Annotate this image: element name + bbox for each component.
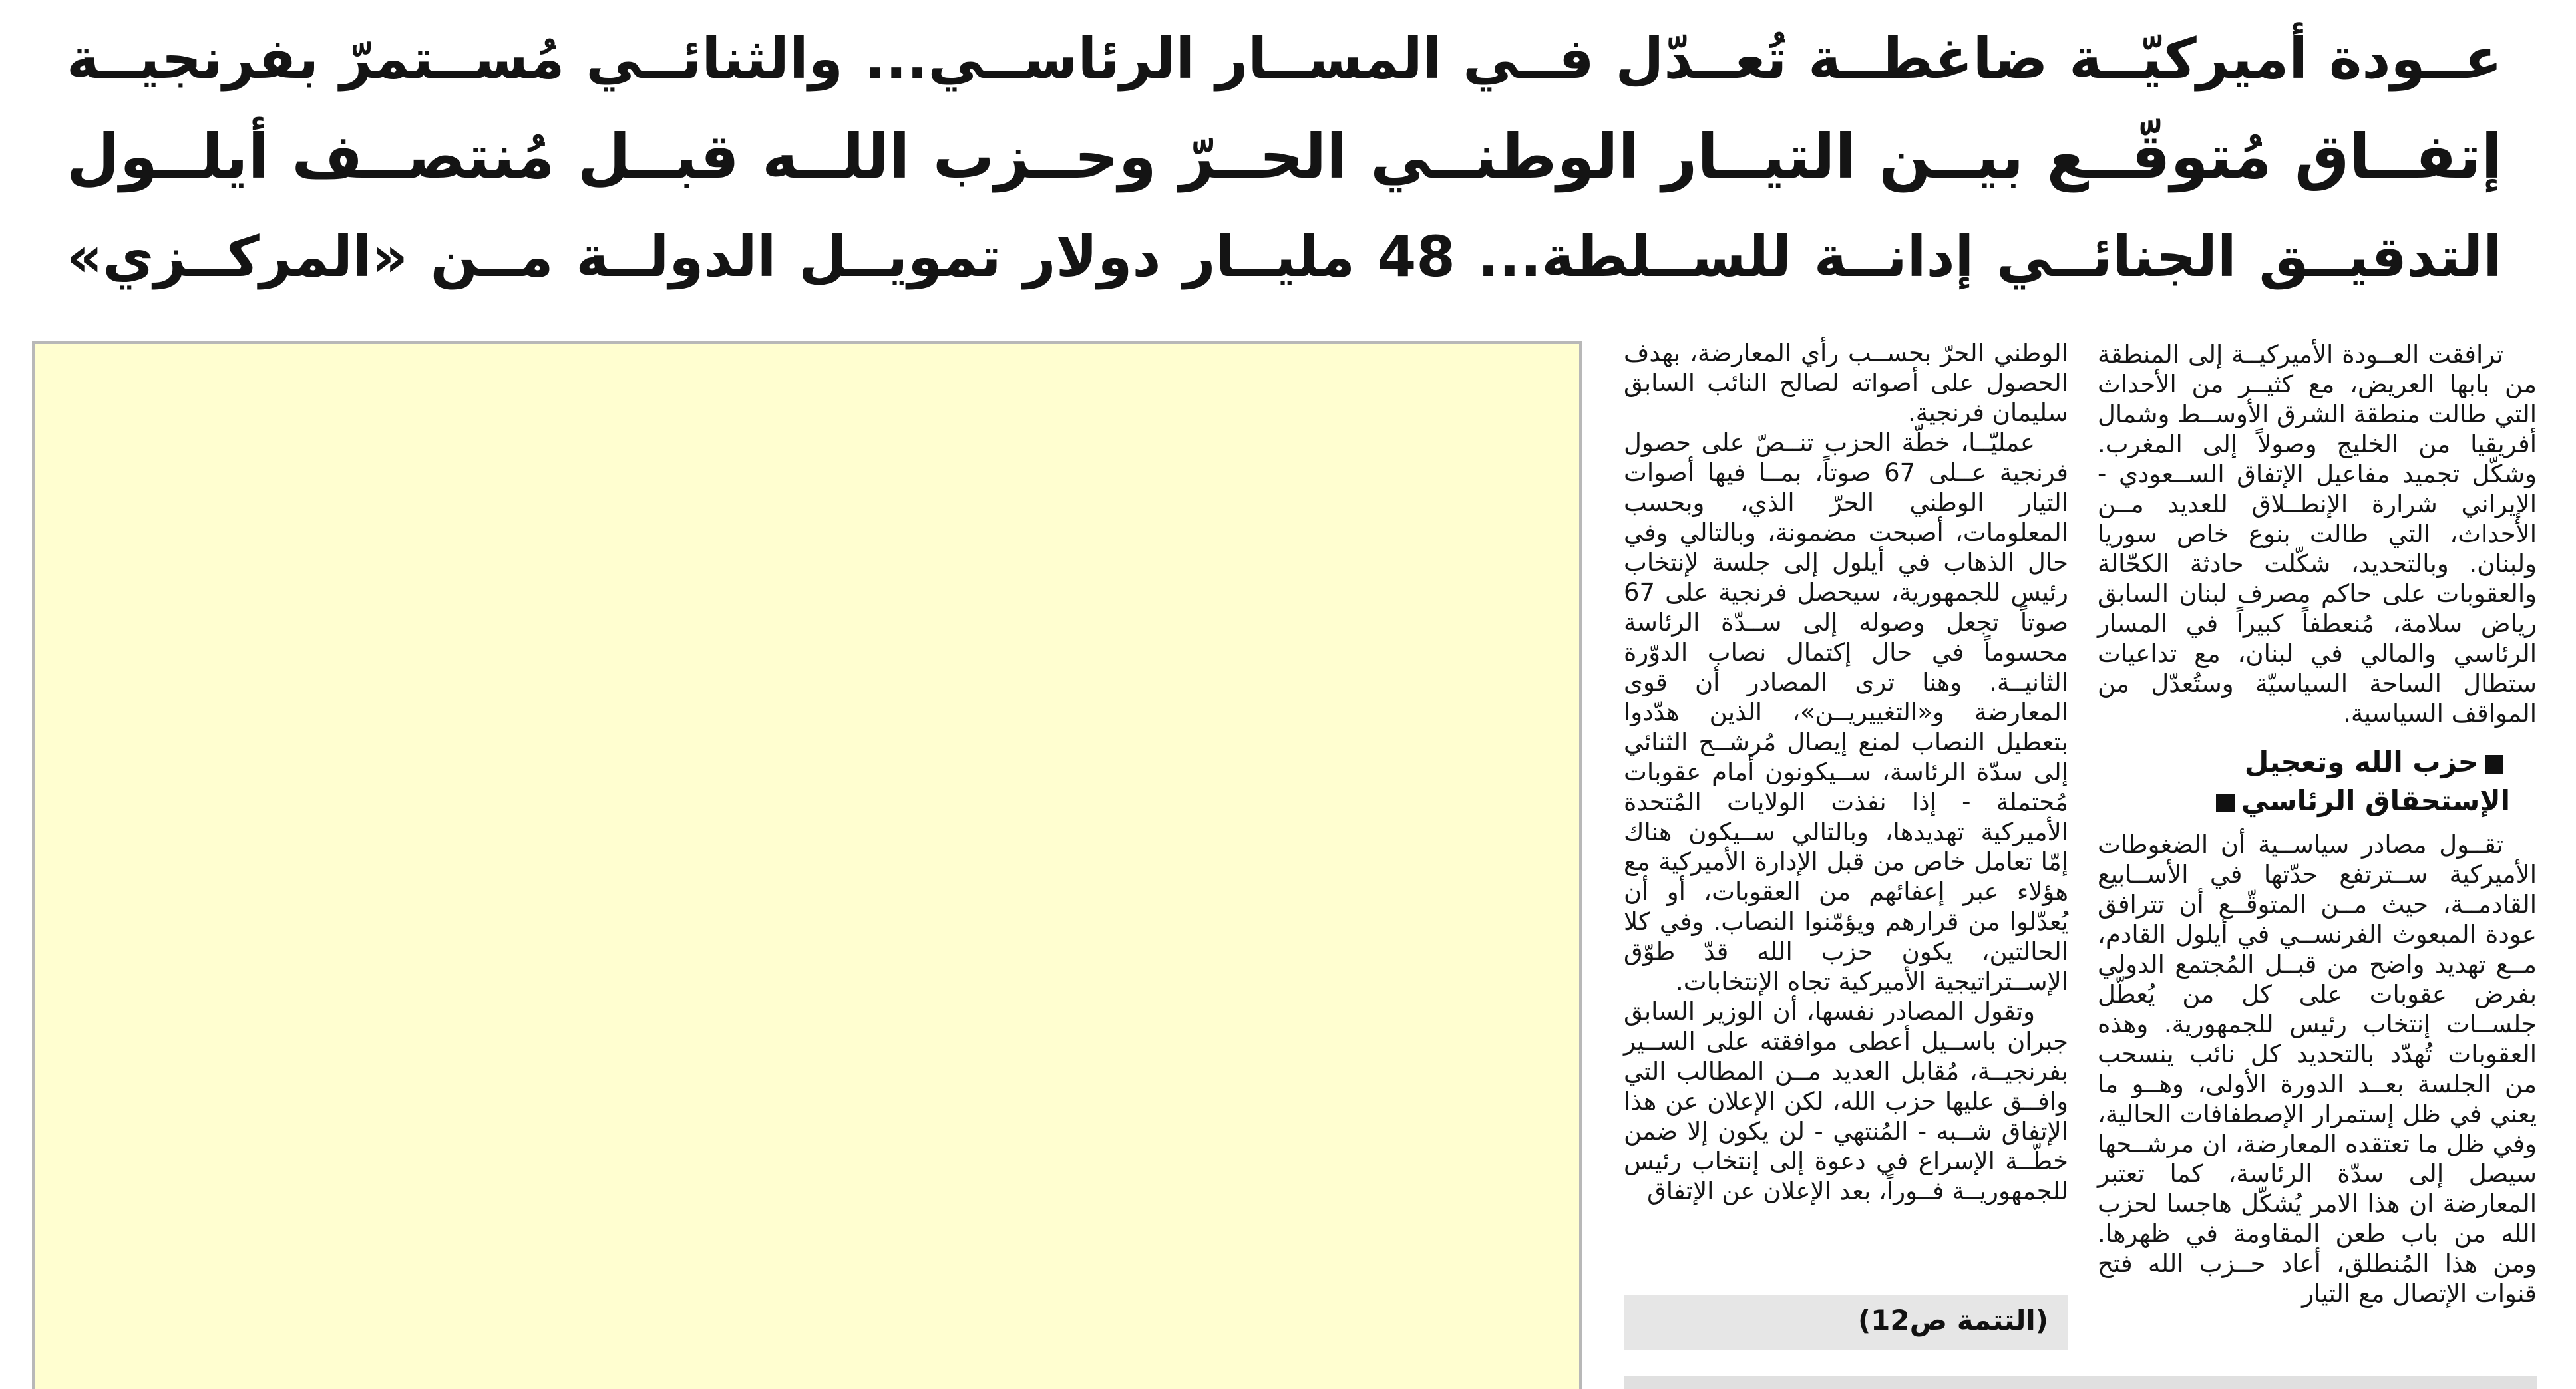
article-paragraph: الوطني الحرّ بحســب رأي المعارضة، بهدف الحصول على أصواته لصالح النائب السابق سليمان فرنجية. (1624, 339, 2068, 427)
subheading-line-1: حزب الله وتعجيل (2098, 743, 2510, 782)
article-column-middle (1624, 338, 2068, 1206)
next-article-strip (1624, 1376, 2537, 1389)
article-paragraph: عمليّــا، خطّة الحزب تنــصّ على حصول فرنجية عــلى 67 صوتاً، بمــا فيها أصوات التيار الوطني الحرّ الذي، وبحسب المعلومات، أصبحت مضمونة، وبالتالي وفي حال الذهاب في أيلول إلى جلسة لإنتخاب رئيس للجمهورية، سيحصل فرنجية على 67 صوتاً تجعل وصوله إلى ســدّة الرئاسة محسوماً في حال إكتمال نصاب الدوّرة الثانيــة. وهنا ترى المصادر أن قوى المعارضة و«التغييريــن»، الذين هدّدوا بتعطيل النصاب لمنع إيصال مُرشــح الثنائي إلى سدّة الرئاسة، ســيكونون أمام عقوبات مُحتملة - إذا نفذت الولايات المُتحدة الأميركية تهديدها، وبالتالي ســيكون هناك إمّا تعامل خاص من قبل الإدارة الأميركية مع هؤلاء عبر إعفائهم من العقوبات، أو أن يُعدّلوا من قرارهم ويؤمّنوا النصاب. وفي كلا الحالتين، يكون حزب الله قدّ طوّق الإســتراتيجية الأميركية تجاه الإنتخابات. (1624, 428, 2068, 996)
square-bullet-icon (2216, 794, 2235, 812)
headline-line-2: إتفــاق مُتوقّــع بيــن التيــار الوطنــي الحــرّ وحــزب اللــه قبــل مُنتصــف أيلــول (67, 121, 2502, 192)
headline-line-1: عــودة أميركيّــة ضاغطــة تُعــدّل فــي المســار الرئاســي... والثنائــي مُســتمرّ بفرنجيــة (67, 26, 2502, 91)
article-column-right (2098, 339, 2537, 1309)
continued-on-page-box (1624, 1295, 2068, 1350)
article-paragraph: ترافقت العــودة الأميركيــة إلى المنطقة من بابها العريض، مع كثيــر من الأحداث التي طالت منطقة الشرق الأوســط وشمال أفريقيا من الخليج وصولاً إلى المغرب. وشكّل تجميد مفاعيل الإتفاق الســعودي - الإيراني شرارة الإنطــلاق للعديد مــن الأحداث، التي طالت بنوع خاص سوريا ولبنان. وبالتحديد، شكّلت حادثة الكحّالة والعقوبات على حاكم مصرف لبنان السابق رياض سلامة، مُنعطفاً كبيراً في المسار الرئاسي والمالي في لبنان، مع تداعيات ستطال الساحة السياسيّة وستُعدّل من المواقف السياسية. (2098, 340, 2537, 728)
article-paragraph: وتقول المصادر نفسها، أن الوزير السابق جبران باســيل أعطى موافقته على الســير بفرنجيــة، مُقابل العديد مــن المطالب التي وافــق عليها حزب الله، لكن الإعلان عن هذا الإتفاق شــبه - المُنتهي - لن يكون إلا ضمن خطّــة الإسراع في دعوة إلى إنتخاب رئيس للجمهوريــة فــوراً، بعد الإعلان عن الإتفاق (1624, 997, 2068, 1205)
square-bullet-icon (2485, 755, 2503, 774)
image-placeholder-box (32, 341, 1582, 1389)
article-paragraph: تقــول مصادر سياســية أن الضغوطات الأميركية ســترتفع حدّتها في الأســابيع القادمــة، حيث مــن المتوقّــع أن تترافق عودة المبعوث الفرنســي في أيلول القادم، مــع تهديد واضح من قبــل المُجتمع الدولي بفرض عقوبات على كل من يُعطّل جلســات إنتخاب رئيس للجمهورية. وهذه العقوبات تُهدّد بالتحديد كل نائب ينسحب من الجلسة بعــد الدورة الأولى، وهــو ما يعني في ظل إستمرار الإصطفافات الحالية، وفي ظل ما تعتقده المعارضة، ان مرشــحها سيصل إلى سدّة الرئاسة، كما تعتبر المعارضة ان هذا الامر يُشكّل هاجسا لحزب الله من باب طعن المقاومة في ظهرها. ومن هذا المُنطلق، أعاد حــزب الله فتح قنوات الإتصال مع التيار (2098, 830, 2537, 1308)
subheading-line-2: الإستحقاق الرئاسي (2098, 782, 2510, 820)
headline-line-3: التدقيــق الجنائــي إدانــة للســلطة... 48 مليــار دولار تمويــل الدولــة مــن «المركــزي» (67, 224, 2503, 289)
continued-on-page-label: (التتمة ص12) (1857, 1304, 2048, 1336)
section-subheading (2098, 743, 2510, 820)
